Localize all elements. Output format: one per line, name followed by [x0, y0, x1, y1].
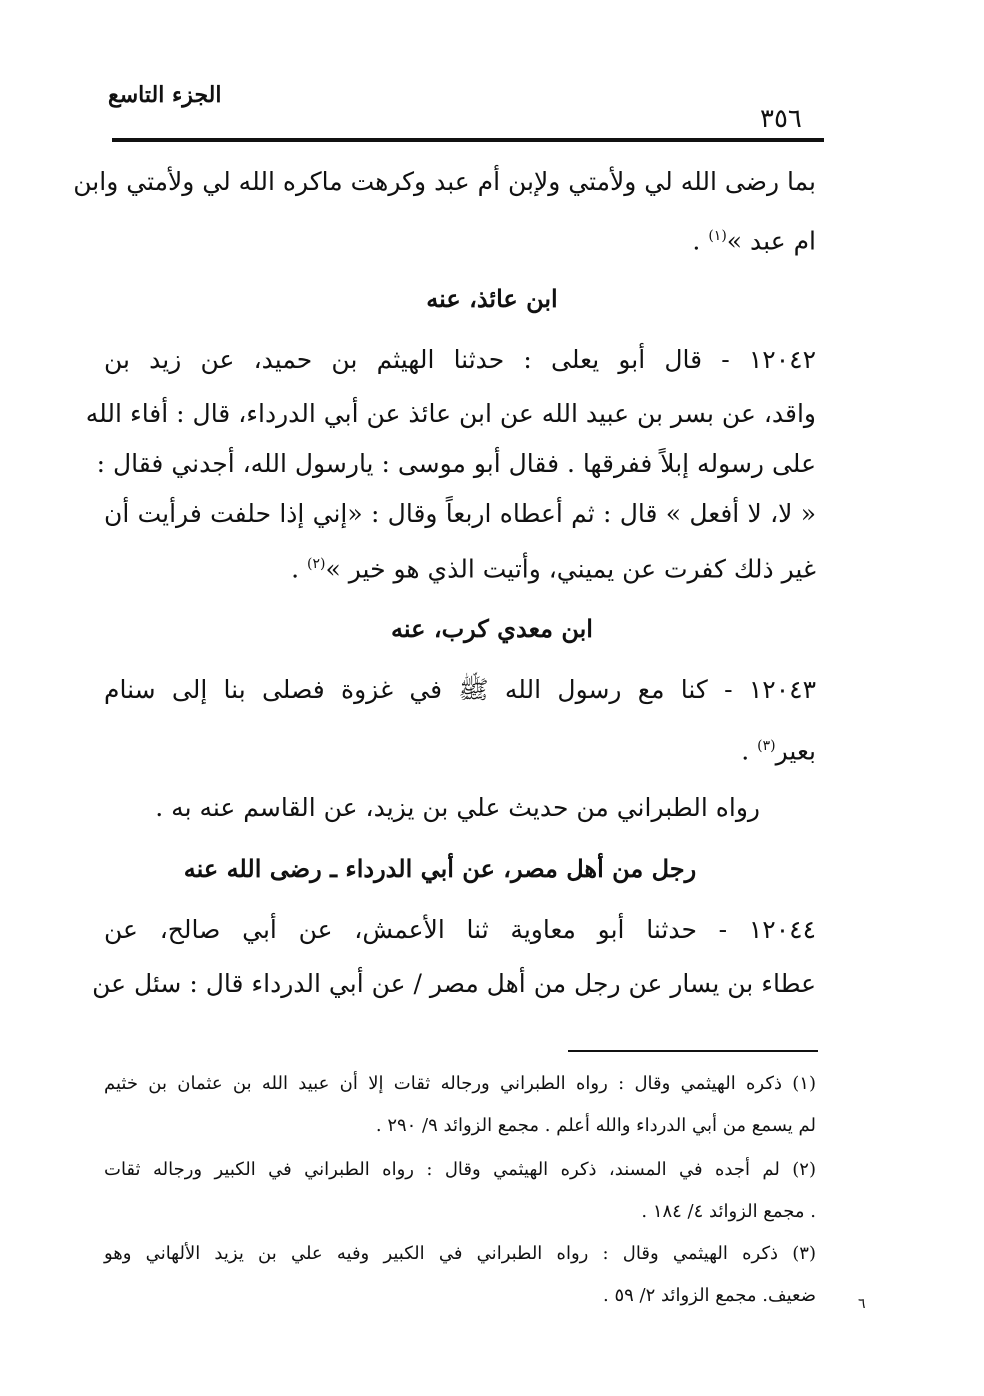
margin-mark: ٦: [858, 1296, 866, 1312]
body-line-10: رواه الطبراني من حديث علي بن يزيد، عن القاسم عنه به .: [155, 793, 760, 822]
running-header-title: الجزء التاسع: [108, 82, 222, 108]
body-line-2-text: ام عبد »: [726, 226, 816, 256]
footnote-3-line-1: (٣) ذكره الهيثمي وقال : رواه الطبراني في الكبير وفيه علي بن يزيد الألهاني وهو: [104, 1243, 816, 1264]
body-line-9: [104, 728, 816, 769]
body-line-1: بما رضى الله لي ولأمتي ولإبن أم عبد وكرهت ماكره الله لي ولأمتي وابن: [73, 167, 816, 196]
page-number: ٣٥٦: [760, 104, 802, 134]
footnote-ref-3: (٣): [757, 738, 776, 754]
section-heading-ibn-aidh: ابن عائذ، عنه: [426, 284, 558, 313]
body-line-7-period: .: [291, 554, 300, 584]
footnote-ref-2: (٢): [307, 556, 326, 572]
section-heading-man-from-egypt: رجل من أهل مصر، عن أبي الدرداء ـ رضى الله عنه: [183, 854, 697, 883]
body-line-6: « لا، لا أفعل » قال : ثم أعطاه اربعاً وقال : «إني إذا حلفت فرأيت أن: [104, 499, 816, 528]
body-line-7: [104, 546, 816, 587]
footnote-2-line-2: . مجمع الزوائد ٤/ ١٨٤ .: [641, 1201, 816, 1222]
footnote-rule: [568, 1050, 818, 1052]
body-line-2: [104, 218, 816, 259]
footnote-2-line-1: (٢) لم أجده في المسند، ذكره الهيثمي وقال : رواه الطبراني في الكبير ورجاله ثقات: [104, 1159, 816, 1180]
section-heading-ibn-maadi-karib: ابن معدي كرب، عنه: [391, 614, 593, 643]
body-line-5: على رسوله إبلاً ففرقها . فقال أبو موسى : يارسول الله، أجدني فقال :: [96, 449, 816, 478]
footnote-3-line-2: ضعيف. مجمع الزوائد ٢/ ٥٩ .: [603, 1285, 816, 1306]
body-line-4: واقد، عن بسر بن عبيد الله عن ابن عائذ عن أبي الدرداء، قال : أفاء الله: [85, 399, 816, 428]
body-line-2-period: .: [692, 226, 701, 256]
body-line-3: ١٢٠٤٢ - قال أبو يعلى : حدثنا الهيثم بن حميد، عن زيد بن: [104, 345, 816, 374]
body-line-12: عطاء بن يسار عن رجل من أهل مصر / عن أبي الدرداء قال : سئل عن: [92, 969, 816, 998]
body-line-9-period: .: [741, 736, 750, 766]
body-line-7-text: غير ذلك كفرت عن يميني، وأتيت الذي هو خير »: [325, 554, 816, 584]
body-line-9-text: بعير: [775, 736, 816, 766]
footnote-ref-1: (١): [708, 228, 727, 244]
footnote-1-line-2: لم يسمع من أبي الدرداء والله أعلم . مجمع الزوائد ٩/ ٢٩٠ .: [375, 1115, 816, 1136]
body-line-8: ١٢٠٤٣ - كنا مع رسول الله ﷺ في غزوة فصلى بنا إلى سنام: [104, 675, 816, 704]
footnote-1-line-1: (١) ذكره الهيثمي وقال : رواه الطبراني ورجاله ثقات إلا أن عبيد الله بن عثمان بن خثيم: [104, 1073, 816, 1094]
body-line-11: ١٢٠٤٤ - حدثنا أبو معاوية ثنا الأعمش، عن أبي صالح، عن: [104, 915, 816, 944]
header-rule: [112, 138, 824, 142]
